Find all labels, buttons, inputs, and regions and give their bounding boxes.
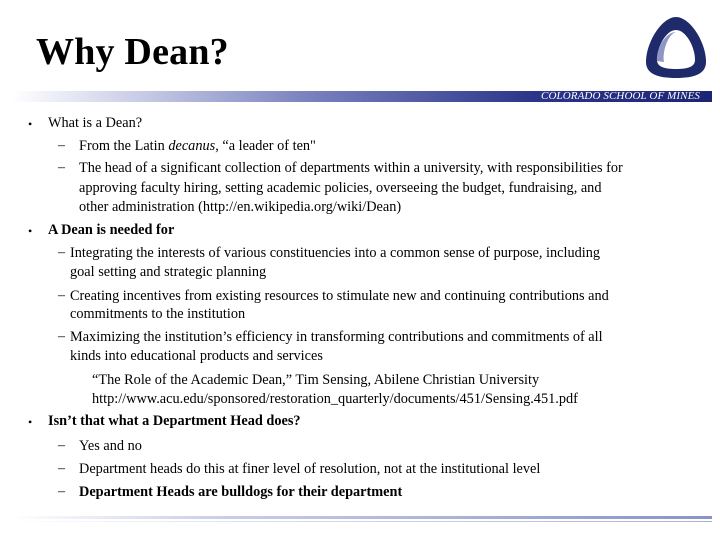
sub-yes-and-no: Yes and no [79, 438, 142, 454]
dash-marker: – [58, 484, 65, 499]
dash-marker: – [58, 329, 65, 344]
dash-marker: – [58, 138, 65, 153]
sub-bulldogs: Department Heads are bulldogs for their department [79, 484, 403, 500]
citation-url: http://www.acu.edu/sponsored/restoration_quarterly/documents/451/Sensing.451.pdf [92, 391, 578, 407]
sub-finer-resolution: Department heads do this at finer level of resolution, not at the institutional level [79, 461, 541, 477]
dash-marker: – [58, 438, 65, 453]
dash-marker: – [58, 160, 65, 175]
sub-incentives-line2: commitments to the institution [70, 306, 246, 322]
sub-latin-origin: From the Latin decanus, “a leader of ten" [79, 138, 316, 154]
bullet-marker: • [28, 117, 33, 131]
sub-head-definition-line2: approving faculty hiring, setting academic policies, overseeing the budget, fundraising, and [79, 180, 602, 196]
sub-incentives-line1: Creating incentives from existing resources to stimulate new and continuing contributions and [70, 288, 609, 304]
footer-rule-thin [12, 521, 712, 522]
footer-rule [12, 516, 712, 519]
bullet-marker: • [28, 415, 33, 429]
bullet-what-is-a-dean: What is a Dean? [48, 115, 143, 131]
sub-maximizing-line2: kinds into educational products and services [70, 348, 323, 364]
dash-marker: – [58, 245, 65, 260]
dash-marker: – [58, 288, 65, 303]
citation-title: “The Role of the Academic Dean,” Tim Sensing, Abilene Christian University [92, 372, 540, 388]
sub-head-definition-line1: The head of a significant collection of departments within a university, with responsibilities for [79, 160, 623, 176]
bullet-marker: • [28, 224, 33, 238]
dash-marker: – [58, 461, 65, 476]
bullet-department-head-question: Isn’t that what a Department Head does? [48, 413, 301, 429]
bullet-dean-needed-for: A Dean is needed for [48, 222, 175, 238]
sub-integrating-line2: goal setting and strategic planning [70, 264, 267, 280]
slide-title: Why Dean? [36, 31, 229, 73]
sub-maximizing-line1: Maximizing the institution’s efficiency in transforming contributions and commitments of all [70, 329, 603, 345]
institution-banner: COLORADO SCHOOL OF MINES [541, 90, 700, 102]
sub-integrating-line1: Integrating the interests of various constituencies into a common sense of purpose, including [70, 245, 601, 261]
sub-head-definition-line3: other administration (http://en.wikipedia.org/wiki/Dean) [79, 199, 402, 215]
